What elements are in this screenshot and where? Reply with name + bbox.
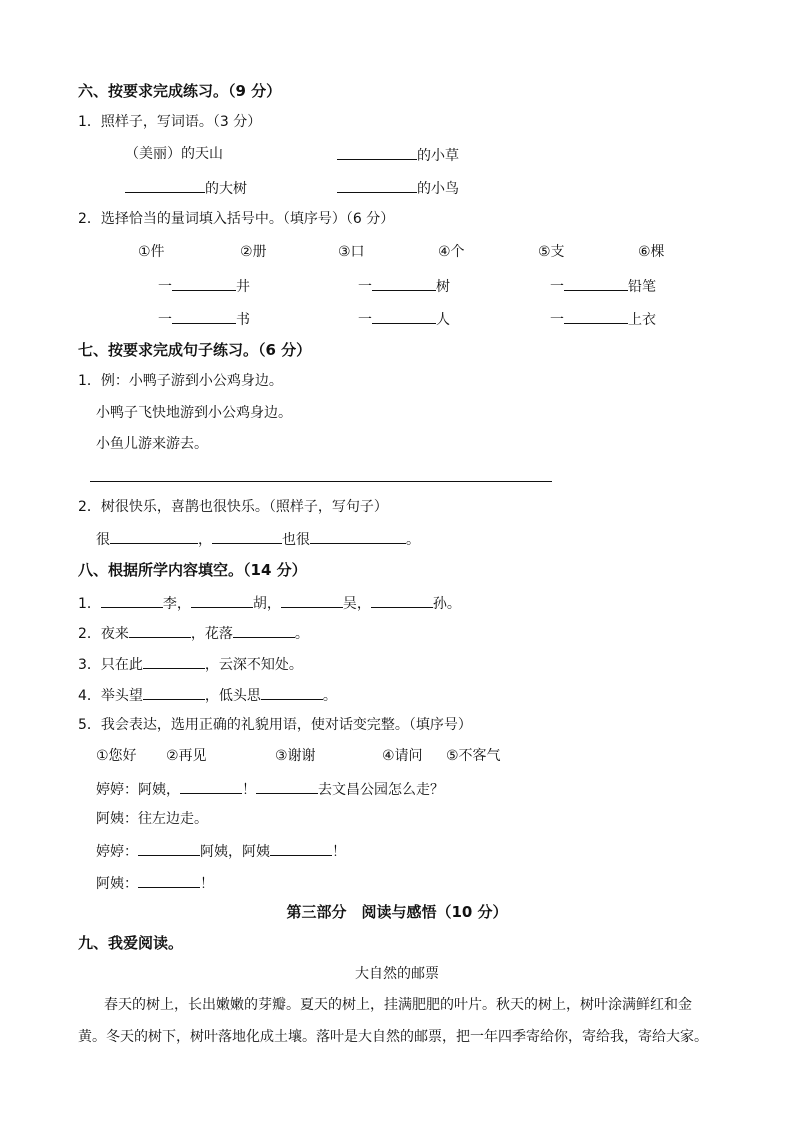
s6-fill-person: 一 人 (358, 308, 450, 330)
section-8-title: 八、根据所学内容填空。（14 分） (78, 561, 307, 579)
answer-blank[interactable] (138, 872, 200, 888)
passage-title: 大自然的邮票 (355, 966, 439, 982)
answer-blank[interactable] (337, 177, 417, 193)
measure-word-option: ④个 (438, 244, 465, 260)
answer-blank[interactable] (172, 308, 236, 324)
polite-option: ④请问 (382, 748, 423, 764)
s7-question-2: 2．树很快乐，喜鹊也很快乐。（照样子，写句子） (78, 499, 388, 515)
answer-blank[interactable] (172, 275, 236, 291)
answer-blank[interactable] (310, 528, 406, 544)
answer-blank[interactable] (372, 308, 436, 324)
s7-q1-task: 小鱼儿游来游去。 (96, 436, 208, 452)
s7-q1-example: 小鸭子飞快地游到小公鸡身边。 (96, 405, 292, 421)
answer-blank[interactable] (138, 840, 200, 856)
answer-blank[interactable] (270, 840, 332, 856)
answer-blank[interactable] (261, 684, 323, 700)
answer-blank[interactable] (101, 592, 163, 608)
s6-fill-coat: 一 上衣 (550, 308, 656, 330)
s6-fill-well: 一 井 (158, 275, 250, 297)
answer-blank[interactable] (143, 653, 205, 669)
dialogue-line-4: 阿姨： ！ (96, 872, 214, 894)
section-6-title: 六、按要求完成练习。（9 分） (78, 82, 282, 100)
polite-option: ①您好 (96, 748, 137, 764)
measure-word-option: ⑤支 (538, 244, 565, 260)
answer-blank[interactable] (110, 528, 198, 544)
s6-q1-item-tree: 的大树 (125, 177, 247, 199)
s6-q1-item-bird: 的小鸟 (337, 177, 459, 199)
answer-blank[interactable] (180, 778, 242, 794)
s6-q1-item-grass: 的小草 (337, 144, 459, 166)
measure-word-option: ③口 (338, 244, 365, 260)
dialogue-line-1: 婷婷：阿姨， ！ 去文昌公园怎么走？ (96, 778, 444, 800)
polite-option: ②再见 (166, 748, 207, 764)
answer-line[interactable] (90, 481, 552, 482)
answer-blank[interactable] (337, 144, 417, 160)
s6-q1-example: （美丽）的天山 (125, 146, 223, 162)
s6-question-1: 1．照样子，写词语。（3 分） (78, 114, 262, 130)
s8-question-2: 2．夜来 ，花落 。 (78, 622, 309, 644)
answer-blank[interactable] (129, 622, 191, 638)
measure-word-option: ②册 (240, 244, 267, 260)
answer-blank[interactable] (191, 592, 253, 608)
measure-word-option: ①件 (138, 244, 165, 260)
s8-question-1: 1． 李， 胡， 吴， 孙。 (78, 592, 461, 614)
s6-fill-book: 一 书 (158, 308, 250, 330)
passage-line-1: 春天的树上，长出嫩嫩的芽瓣。夏天的树上，挂满肥肥的叶片。秋天的树上，树叶涂满鲜红和金 (104, 997, 692, 1013)
answer-blank[interactable] (564, 275, 628, 291)
passage-line-2: 黄。冬天的树下，树叶落地化成土壤。落叶是大自然的邮票，把一年四季寄给你，寄给我，寄给大家。 (78, 1029, 708, 1045)
answer-blank[interactable] (372, 275, 436, 291)
s8-question-3: 3．只在此 ，云深不知处。 (78, 653, 303, 675)
measure-word-option: ⑥棵 (638, 244, 665, 260)
answer-blank[interactable] (564, 308, 628, 324)
polite-option: ⑤不客气 (446, 748, 501, 764)
s8-question-4: 4．举头望 ，低头思 。 (78, 684, 337, 706)
s7-question-1: 1．例：小鸭子游到小公鸡身边。 (78, 373, 283, 389)
answer-blank[interactable] (256, 778, 318, 794)
polite-option: ③谢谢 (275, 748, 316, 764)
answer-blank[interactable] (371, 592, 433, 608)
s6-fill-pencil: 一 铅笔 (550, 275, 656, 297)
dialogue-line-3: 婷婷： 阿姨，阿姨 ！ (96, 840, 346, 862)
s8-question-5: 5．我会表达，选用正确的礼貌用语，使对话变完整。（填序号） (78, 717, 472, 733)
section-7-title: 七、按要求完成句子练习。（6 分） (78, 341, 312, 359)
part-3-heading: 第三部分 阅读与感悟（10 分） (286, 903, 508, 921)
s6-fill-tree: 一 树 (358, 275, 450, 297)
answer-blank[interactable] (125, 177, 205, 193)
dialogue-line-2: 阿姨：往左边走。 (96, 811, 208, 827)
section-9-title: 九、我爱阅读。 (78, 934, 184, 952)
answer-blank[interactable] (233, 622, 295, 638)
answer-blank[interactable] (143, 684, 205, 700)
s7-q2-fill: 很 ， 也很 。 (96, 528, 420, 550)
answer-blank[interactable] (212, 528, 282, 544)
answer-blank[interactable] (281, 592, 343, 608)
s6-question-2: 2．选择恰当的量词填入括号中。（填序号）（6 分） (78, 211, 395, 227)
